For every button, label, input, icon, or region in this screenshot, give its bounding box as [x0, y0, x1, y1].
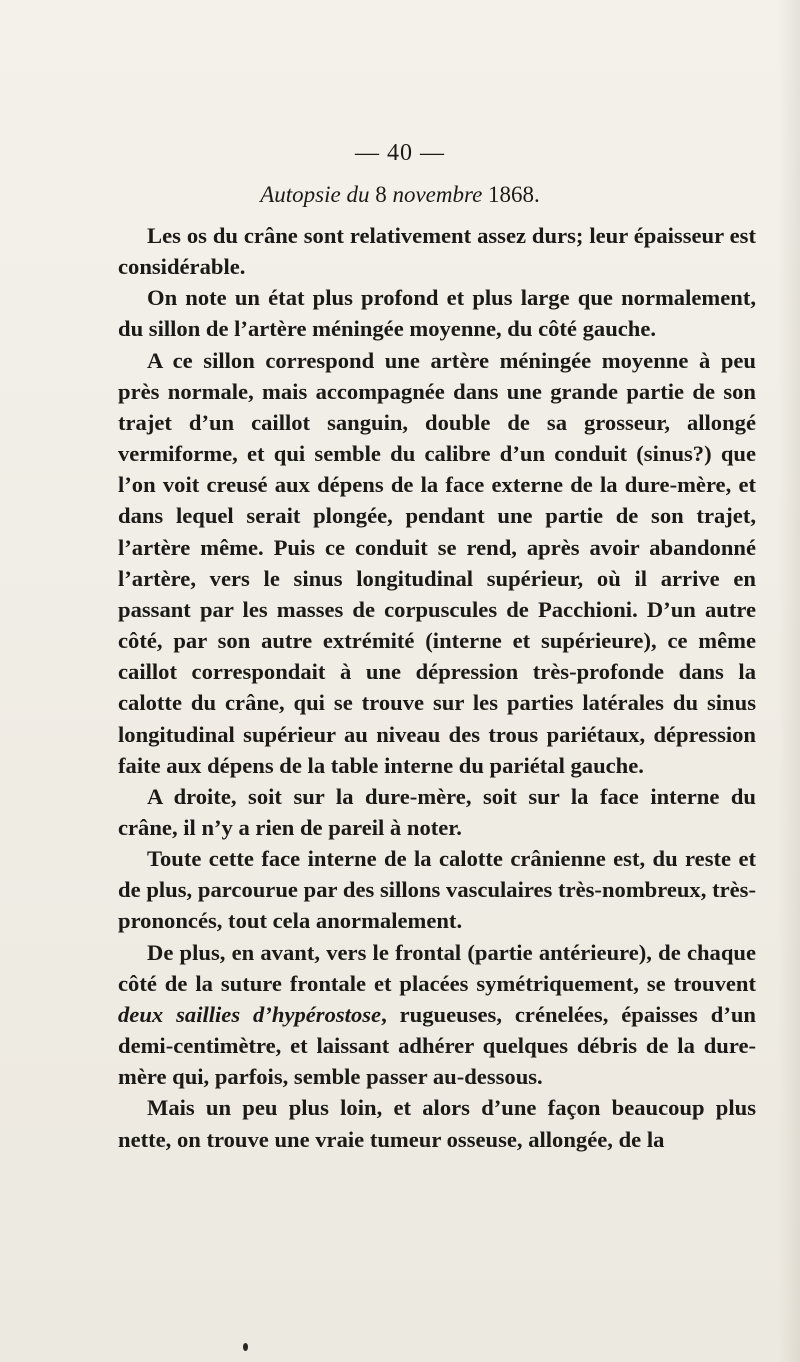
paragraph-7: Mais un peu plus loin, et alors d’une façon beaucoup plus nette, on trouve une vraie tumeur osseuse, allongée, de la [118, 1095, 756, 1152]
page-number: — 40 — [355, 140, 445, 166]
heading-year: 1868. [488, 182, 540, 207]
ink-speck [243, 1343, 248, 1351]
paragraph-6-end: , rugueuses, crénelées, épaisses d’un demi-centimètre, et laissant adhérer quelques débris de la dure-mère qui, parfois, semble passer au-dessous. [118, 1001, 756, 1090]
section-heading [0, 182, 800, 208]
body-text [118, 220, 756, 1155]
paragraph-6-italic: deux saillies d’hypérostose [118, 1001, 382, 1027]
heading-prefix: Autopsie du [260, 182, 370, 207]
heading-month: novembre [392, 182, 483, 207]
paragraph-4: A droite, soit sur la dure-mère, soit sur la face interne du crâne, il n’y a rien de pareil à noter. [118, 783, 756, 840]
paragraph-3: A ce sillon correspond une artère méningée moyenne à peu près normale, mais accompagnée dans une grande partie de son trajet d’un caillot sanguin, double de sa grosseur, allongé vermiforme, et qui semble du calibre d’un conduit (sinus?) que l’on voit creusé aux dépens de la face externe de la dure-mère, et dans lequel serait plongée, pendant une partie de son trajet, l’artère même. Puis ce conduit se rend, après avoir abandonné l’artère, vers le sinus longitudinal supérieur, où il arrive en passant par les masses de corpuscules de Pacchioni. D’un autre côté, par son autre extrémité (interne et supérieure), ce même caillot correspondait à une dépression très-profonde dans la calotte du crâne, qui se trouve sur les parties latérales du sinus longitudinal supérieur au niveau des trous pariétaux, dépression faite aux dépens de la table interne du pariétal gauche. [118, 347, 756, 778]
paragraph-1: Les os du crâne sont relativement assez durs; leur épaisseur est considérable. [118, 223, 756, 280]
paragraph-2: On note un état plus profond et plus large que normalement, du sillon de l’artère méningée moyenne, du côté gauche. [118, 285, 756, 342]
paragraph-6-start: De plus, en avant, vers le frontal (partie antérieure), de chaque côté de la suture frontale et placées symétriquement, se trouvent [118, 939, 756, 996]
paragraph-6 [118, 937, 756, 1093]
heading-day: 8 [375, 182, 387, 207]
paragraph-5: Toute cette face interne de la calotte crânienne est, du reste et de plus, parcourue par des sillons vasculaires très-nombreux, très-prononcés, tout cela anormalement. [118, 846, 756, 934]
